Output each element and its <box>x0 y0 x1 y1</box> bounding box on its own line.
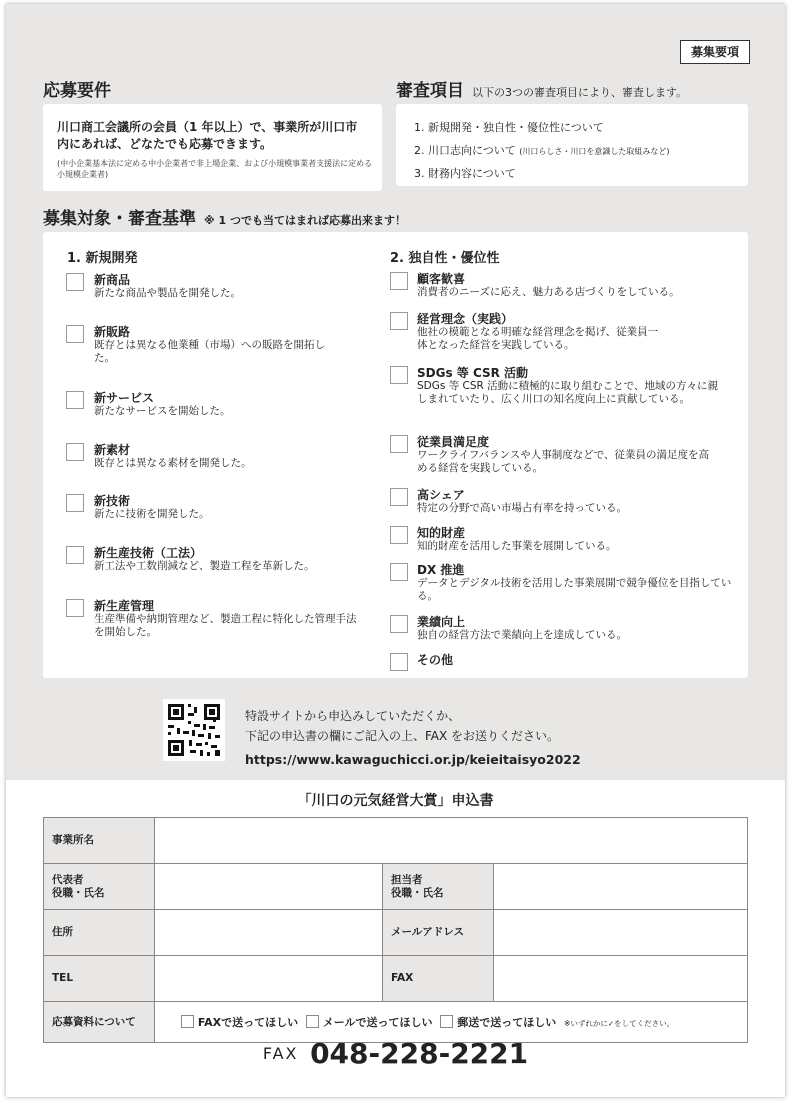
item-ip-desc: 知的財産を活用した事業を展開している。 <box>417 540 617 552</box>
item-new-service-title: 新サービス <box>94 391 155 405</box>
item-ip-title: 知的財産 <box>417 526 466 540</box>
contact-person-field[interactable] <box>494 864 748 910</box>
option-mail-label: 郵送で送ってほしい <box>457 1016 557 1029</box>
checkbox-employee-satisfaction[interactable] <box>390 435 408 453</box>
item-dx-desc: データとデジタル技術を活用した事業展開で競争優位を目指している。 <box>417 577 732 602</box>
apply-url-link[interactable]: https://www.kawaguchicci.or.jp/keieitaisyo2022 <box>245 752 581 767</box>
item-new-channel-title: 新販路 <box>94 325 131 339</box>
item-philosophy-desc: 他社の模範となる明確な経営理念を掲げ、従業員一体となった経営を実践している。 <box>417 326 659 351</box>
col1-title: 1. 新規開発 <box>67 251 138 266</box>
item-customer-delight-title: 顧客歓喜 <box>417 272 466 286</box>
checkbox-new-technology[interactable] <box>66 494 84 512</box>
fax-label: FAX <box>383 956 494 1002</box>
qr-code[interactable] <box>163 699 225 761</box>
item-new-material-desc: 既存とは異なる素材を開発した。 <box>94 457 252 469</box>
contact-person-label: 担当者 役職・氏名 <box>383 864 494 910</box>
item-new-production-mgmt-title: 新生産管理 <box>94 599 155 613</box>
checkbox-high-share[interactable] <box>390 488 408 506</box>
item-dx-title: DX 推進 <box>417 563 465 577</box>
review-item-1: 1. 新規開発・独自性・優位性について <box>414 121 604 134</box>
item-customer-delight-desc: 消費者のニーズに応え、魅力ある店づくりをしている。 <box>417 286 680 298</box>
review-item-3: 3. 財務内容について <box>414 167 516 180</box>
checkbox-new-channel[interactable] <box>66 325 84 343</box>
option-email-label: メールで送ってほしい <box>322 1016 433 1029</box>
checkbox-ip[interactable] <box>390 526 408 544</box>
fax-field[interactable] <box>494 956 748 1002</box>
checkbox-new-production-mgmt[interactable] <box>66 599 84 617</box>
email-label: メールアドレス <box>383 910 494 956</box>
requirements-note: (中小企業基本法に定める中小企業者で非上場企業、および小規模事業者支援法に定める小規模企業者) <box>57 159 373 179</box>
review-item-2-text: 2. 川口志向について <box>414 144 516 157</box>
review-subtitle: 以下の3つの審査項目により、審査します。 <box>472 86 688 99</box>
tel-field[interactable] <box>155 956 383 1002</box>
address-field[interactable] <box>155 910 383 956</box>
checkbox-new-material[interactable] <box>66 443 84 461</box>
item-performance-title: 業績向上 <box>417 615 466 629</box>
application-form <box>43 817 748 1043</box>
recruitment-tag: 募集要項 <box>680 40 750 64</box>
checkbox-customer-delight[interactable] <box>390 272 408 290</box>
review-item-2 <box>414 142 670 158</box>
item-new-production-tech-desc: 新工法や工数削減など、製造工程を革新した。 <box>94 560 315 572</box>
option-fax-label: FAXで送ってほしい <box>197 1016 299 1029</box>
representative-label: 代表者 役職・氏名 <box>44 864 155 910</box>
checkbox-sdgs[interactable] <box>390 366 408 384</box>
fax-footer <box>6 1037 785 1070</box>
checkbox-new-service[interactable] <box>66 391 84 409</box>
form-title: 「川口の元気経営大賞」申込書 <box>297 793 494 809</box>
item-performance-desc: 独自の経営方法で業績向上を達成している。 <box>417 629 627 641</box>
item-employee-satisfaction-title: 従業員満足度 <box>417 435 490 449</box>
option-note: ※いずれかに✓をしてください。 <box>564 1019 675 1028</box>
email-field[interactable] <box>494 910 748 956</box>
fax-footer-number: 048-228-2221 <box>310 1037 529 1070</box>
item-high-share-title: 高シェア <box>417 488 465 502</box>
checkbox-new-production-tech[interactable] <box>66 546 84 564</box>
item-new-material-title: 新素材 <box>94 443 131 457</box>
item-other-title: その他 <box>417 653 454 667</box>
materials-label: 応募資料について <box>44 1002 155 1043</box>
item-sdgs-desc: SDGs 等 CSR 活動に積極的に取り組むことで、地域の方々に親しまれていたり、広く川口の知名度向上に貢献している。 <box>417 380 718 405</box>
address-label: 住所 <box>44 910 155 956</box>
apply-line2: 下記の申込書の欄にご記入の上、FAX をお送りください。 <box>245 729 560 743</box>
checkbox-performance[interactable] <box>390 615 408 633</box>
item-philosophy-title: 経営理念（実践） <box>417 312 514 326</box>
tel-label: TEL <box>44 956 155 1002</box>
item-high-share-desc: 特定の分野で高い市場占有率を持っている。 <box>417 502 627 514</box>
item-new-product-desc: 新たな商品や製品を開発した。 <box>94 287 241 299</box>
item-new-service-desc: 新たなサービスを開始した。 <box>94 405 231 417</box>
requirements-heading: 応募要件 <box>43 81 111 101</box>
item-employee-satisfaction-desc: ワークライフバランスや人事制度などで、従業員の満足度を高める経営を実践している。 <box>417 449 710 474</box>
item-new-channel-desc: 既存とは異なる他業種（市場）への販路を開拓した。 <box>94 339 325 364</box>
criteria-box <box>43 232 748 678</box>
checkbox-philosophy[interactable] <box>390 312 408 330</box>
qr-code-graphic <box>163 699 225 761</box>
item-new-product-title: 新商品 <box>94 273 131 287</box>
col2-title: 2. 独自性・優位性 <box>390 251 500 266</box>
office-name-field[interactable] <box>155 818 748 864</box>
review-heading-text: 審査項目 <box>396 81 464 101</box>
criteria-note: ※ 1 つでも当てはまれば応募出来ます！ <box>204 214 407 227</box>
criteria-heading <box>43 204 406 229</box>
flyer-page <box>6 4 785 1097</box>
checkbox-new-product[interactable] <box>66 273 84 291</box>
item-sdgs-title: SDGs 等 CSR 活動 <box>417 366 529 380</box>
criteria-heading-text: 募集対象・審査基準 <box>43 209 196 229</box>
checkbox-other[interactable] <box>390 653 408 671</box>
apply-line1: 特設サイトから申込みしていただくか、 <box>245 709 461 723</box>
checkbox-dx[interactable] <box>390 563 408 581</box>
representative-field[interactable] <box>155 864 383 910</box>
review-heading <box>396 76 687 101</box>
item-new-technology-desc: 新たに技術を開発した。 <box>94 508 210 520</box>
office-name-label: 事業所名 <box>44 818 155 864</box>
requirements-box <box>43 104 382 191</box>
review-box <box>396 104 748 186</box>
checkbox-mail[interactable] <box>440 1015 453 1028</box>
item-new-technology-title: 新技術 <box>94 494 131 508</box>
review-item-2-note: (川口らしさ・川口を意識した取組みなど) <box>519 147 670 156</box>
item-new-production-tech-title: 新生産技術（工法） <box>94 546 203 560</box>
item-new-production-mgmt-desc: 生産準備や納期管理など、製造工程に特化した管理手法を開始した。 <box>94 613 357 638</box>
fax-footer-label: FAX <box>262 1044 299 1063</box>
checkbox-fax[interactable] <box>181 1015 194 1028</box>
checkbox-email[interactable] <box>306 1015 319 1028</box>
requirements-body: 川口商工会議所の会員（1 年以上）で、事業所が川口市内にあれば、どなたでも応募できます。 <box>57 120 358 151</box>
